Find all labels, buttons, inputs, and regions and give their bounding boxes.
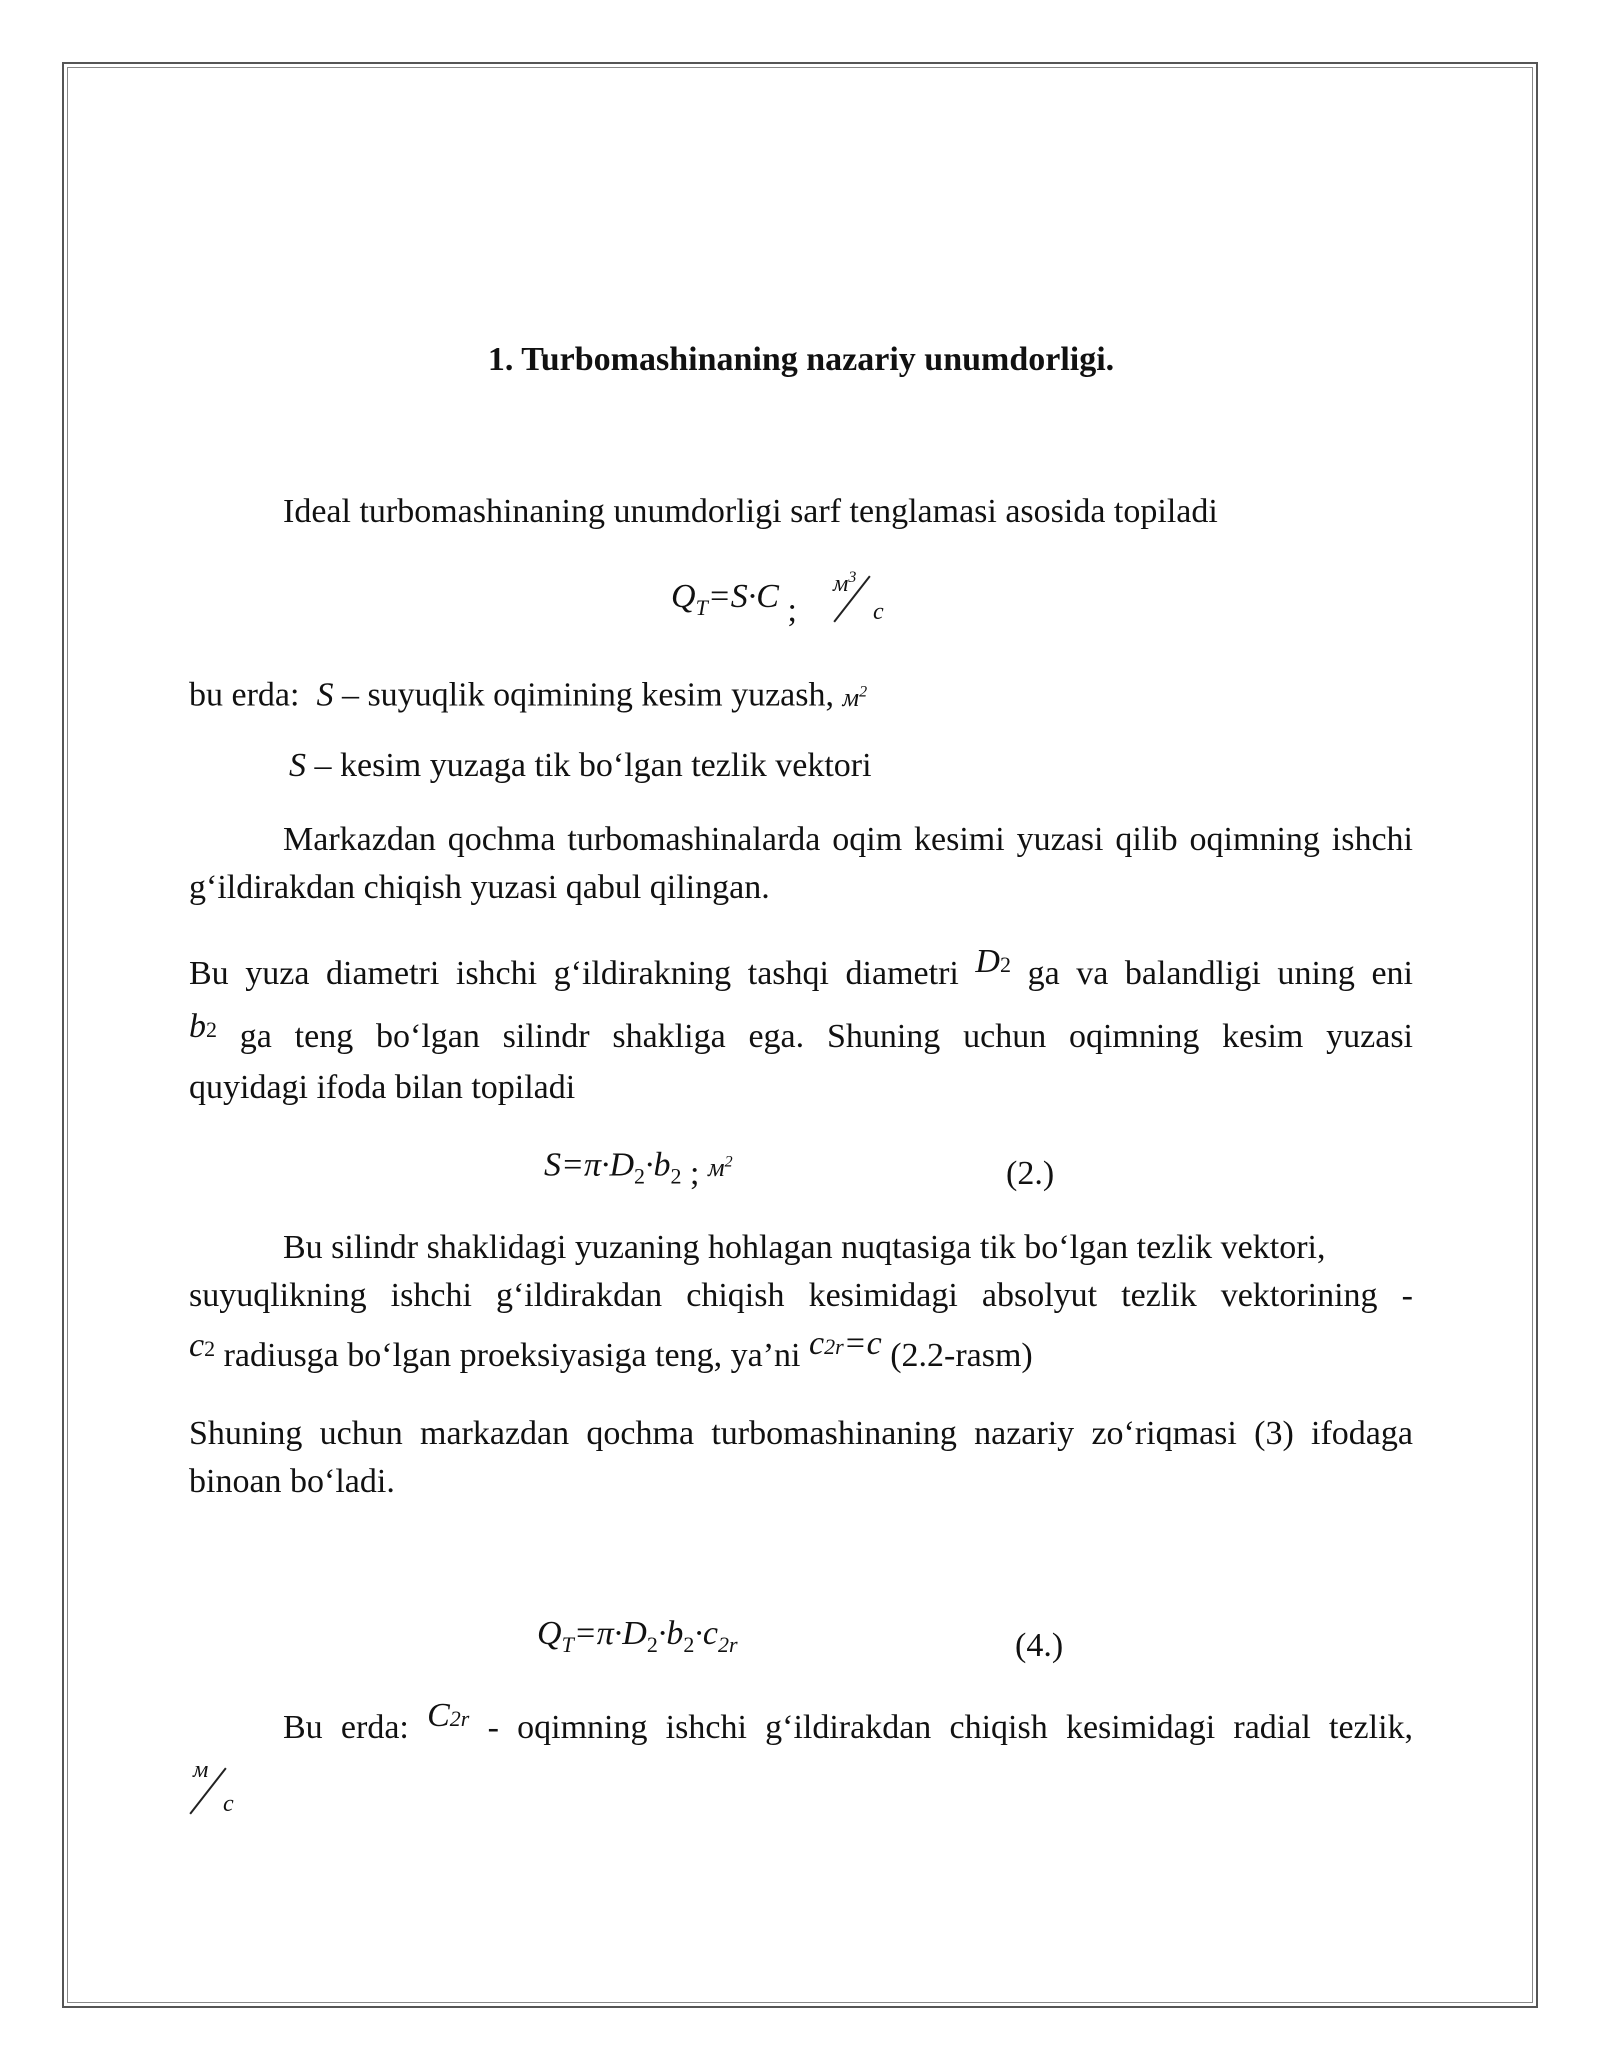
unit-m2: $м^2$ xyxy=(842,682,868,712)
equation-theoretical-flow xyxy=(537,1610,738,1669)
paragraph-theoretical-head: Shuning uchun markazdan qochma turbomashinaning nazariy zo‘riqmasi (3) ifodaga binoan bo‘ladi. xyxy=(189,1415,1413,1500)
radial-unit-denominator: с xyxy=(223,1791,234,1817)
equation-number-4: (4.) xyxy=(1015,1627,1064,1664)
s-vector-text: – kesim yuzaga tik bo‘lgan tezlik vektori xyxy=(306,747,872,784)
radial-line: Bu erda: C2r - oqimning ishchi g‘ildirakdan chiqish kesimidagi radial tezlik, xyxy=(283,1697,1414,1746)
var-s: S xyxy=(316,676,334,714)
section-title: 1. Turbomashinaning nazariy unumdorligi. xyxy=(487,341,1115,378)
paragraph-diameter xyxy=(189,943,1413,1112)
paragraph-velocity-line-3 xyxy=(189,1325,1413,1383)
paragraph-where-s xyxy=(189,668,1413,722)
eq3-sub-2: 2 xyxy=(683,1632,695,1657)
paragraph-velocity-vector xyxy=(189,1224,1413,1272)
eq1-unit-numerator: $м^3$ xyxy=(833,569,857,597)
eq3-part-a: =π·D xyxy=(573,1615,647,1652)
equation-area xyxy=(544,1138,733,1201)
radial-unit-fraction xyxy=(193,1758,253,1818)
eq3-T-sub: T xyxy=(561,1632,574,1657)
diameter-line-2: b2 ga teng bo‘lgan silindr shakliga ega. Shuning uchun oqimning kesim yuzasi xyxy=(189,1008,1413,1055)
eq1-unit-fraction xyxy=(833,566,903,626)
eq3-Q: Q xyxy=(537,1615,562,1652)
paragraph-centrifugal: Markazdan qochma turbomashinalarda oqim kesimi yuzasi qilib oqimning ishchi g‘ildirakdan chiqish yuzasi qabul qilingan. xyxy=(189,821,1413,906)
velocity-text-c: radiusga bo‘lgan proeksiyasiga teng, ya’ni xyxy=(223,1337,801,1374)
diameter-line-3: quyidagi ifoda bilan topiladi xyxy=(189,1069,576,1106)
radial-unit-numerator: м xyxy=(193,1757,209,1783)
eq1-Q: Q xyxy=(671,578,696,615)
eq3-sub-1: 2 xyxy=(646,1632,658,1657)
eq2-unit: $м^2$ xyxy=(707,1152,733,1182)
eq2-sub-2: 2 xyxy=(670,1163,682,1189)
var-s-2: S xyxy=(289,747,306,784)
paragraph-radial-velocity xyxy=(189,1697,1414,1755)
eq2-mid: ·b xyxy=(645,1146,671,1184)
velocity-text-b: suyuqlikning ishchi g‘ildirakdan chiqish kesimidagi absolyut tezlik vektorining - xyxy=(189,1277,1413,1314)
equation-flow-rate xyxy=(671,573,797,632)
c2r-equals-c: c2r=c xyxy=(808,1325,882,1362)
eq3-part-b: ·b xyxy=(657,1615,684,1652)
velocity-text-a: Bu silindr shaklidagi yuzaning hohlagan nuqtasiga tik bo‘lgan tezlik vektori, xyxy=(283,1229,1326,1266)
var-C2r: C2r xyxy=(427,1697,470,1734)
var-c2: c2 xyxy=(189,1327,216,1364)
where-prefix: bu erda: xyxy=(189,676,300,714)
eq1-rhs: =S·C xyxy=(707,578,779,615)
paragraph-intro: Ideal turbomashinaning unumdorligi sarf tenglamasi asosida topiladi xyxy=(283,493,1218,530)
eq2-sub-1: 2 xyxy=(634,1163,646,1189)
where-s-text: – suyuqlik oqimining kesim yuzash, xyxy=(333,676,834,714)
var-D2: D2 xyxy=(975,943,1011,980)
var-b2: b2 xyxy=(189,1008,217,1045)
eq2-separator: ; xyxy=(690,1154,700,1192)
eq3-part-c: ·c xyxy=(694,1615,718,1652)
eq1-separator: ; xyxy=(787,592,797,629)
paragraph-s-vector xyxy=(289,742,1413,790)
eq1-T-sub: T xyxy=(695,595,708,620)
eq2-lhs: S=π·D xyxy=(544,1146,635,1184)
figure-reference: (2.2-rasm) xyxy=(890,1337,1033,1374)
diameter-line-1: Bu yuza diametri ishchi g‘ildirakning tashqi diametri D2 ga va balandligi uning eni xyxy=(189,943,1413,992)
eq3-sub-3: 2r xyxy=(717,1632,738,1657)
equation-number-2: (2.) xyxy=(1006,1155,1055,1192)
eq1-unit-denominator: с xyxy=(873,599,884,625)
paragraph-velocity-line-2 xyxy=(189,1272,1413,1320)
